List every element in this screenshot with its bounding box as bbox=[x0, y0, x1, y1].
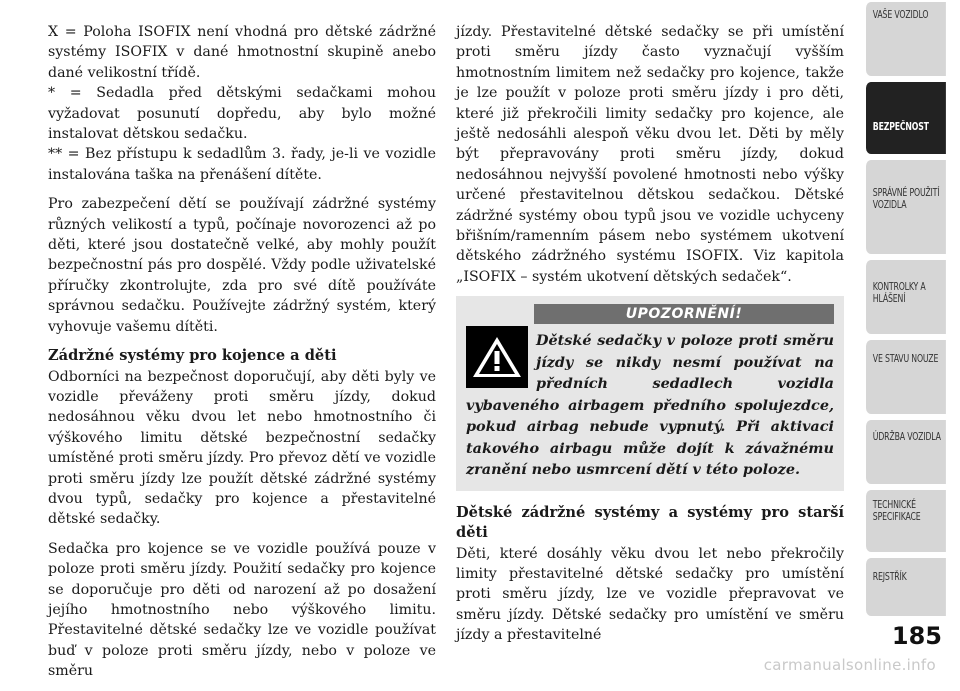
paragraph: Pro zabezpečení dětí se používají zádržné systémy různých velikostí a typů, počínaje novorozenci až po děti, které jsou dostatečně velké, aby mohly použít bezpečnostní pás pro dospělé. Vždy podle uživatelské příručky zkontrolujte, zda pro své dítě používáte správnou sedačku. Používejte zádržný systém, který vyhovuje vašemu dítěti. bbox=[48, 196, 436, 335]
tab-technicke-specifikace[interactable]: TECHNICKÉ SPECIFIKACE bbox=[866, 490, 946, 552]
paragraph: ** = Bez přístupu k sedadlům 3. řady, je-li ve vozidle instalována taška na přenášení dítěte. bbox=[48, 146, 436, 183]
paragraph: X = Poloha ISOFIX není vhodná pro dětské zádržné systémy ISOFIX v dané hmotnostní skupině anebo dané velikostní třídě. bbox=[48, 24, 436, 81]
tab-bezpecnost[interactable]: BEZPEČNOST bbox=[866, 82, 946, 154]
section-heading: Zádržné systémy pro kojence a děti bbox=[48, 347, 337, 365]
tab-udrzba-vozidla[interactable]: ÚDRŽBA VOZIDLA bbox=[866, 420, 946, 484]
tab-spravne-pouziti-vozidla[interactable]: SPRÁVNÉ POUŽITÍ VOZIDLA bbox=[866, 160, 946, 254]
paragraph: Odborníci na bezpečnost doporučují, aby děti byly ve vozidle převáženy proti směru jízdy, dokud nedosáhnou věku dvou let nebo hmotnostního či výškového limitu dětské bezpečnostní sedačky umístěné proti směru jízdy. Pro převoz dětí ve vozidle proti směru jízdy lze použít dětské zádržné systémy dvou typů, sedačky pro kojence a přestavitelné dětské sedačky. bbox=[48, 368, 436, 528]
chapter-sidebar bbox=[860, 0, 960, 678]
warning-text: Dětské sedačky v poloze proti směru jízdy se nikdy nesmí používat na předních sedadlech vozidla vybaveného airbagem předního spolujezdce, pokud airbag nebude vypnutý. Při aktivaci takového airbagu může dojít k závažnému zranění nebo usmrcení dětí v této poloze. bbox=[466, 332, 834, 479]
left-column bbox=[48, 22, 436, 691]
paragraph: jízdy. Přestavitelné dětské sedačky se při umístění proti směru jízdy často vyznačují vyšším hmotnostním limitem než sedačky pro kojence, takže je lze použít v poloze proti směru jízdy i pro děti, které již překročili limity sedačky pro kojence, ale ještě nedosáhli alespoň věku dvou let. Děti by měly být přepravovány proti směru jízdy, dokud nedosáhnou nejvyšší povolené hmotnosti nebo výšky určené přestavitelnou dětskou sedačkou. Dětské zádržné systémy obou typů jsou ve vozidle uchyceny břišním/ramenním pásem nebo systémem ukotvení dětského zádržného systému ISOFIX. Viz kapitola „ISOFIX – systém ukotvení dětských sedaček“. bbox=[456, 24, 844, 285]
right-column bbox=[456, 22, 844, 655]
section-heading: Dětské zádržné systémy a systémy pro starší děti bbox=[456, 503, 844, 542]
paragraph: Sedačka pro kojence se ve vozidle používá pouze v poloze proti směru jízdy. Použití sedačky pro kojence se doporučuje pro děti od narození až po dosažení jejího hmotnostního nebo výškového limitu. Přestavitelné dětské sedačky lze ve vozidle používat buď v poloze proti směru jízdy, nebo v poloze ve směru bbox=[48, 540, 436, 680]
warning-box bbox=[456, 296, 844, 491]
paragraph: * = Sedadla před dětskými sedačkami mohou vyžadovat posunutí dopředu, aby bylo možné instalovat dětskou sedačku. bbox=[48, 85, 436, 143]
page-number: 185 bbox=[891, 622, 942, 650]
warning-triangle-icon bbox=[466, 326, 528, 388]
warning-title: UPOZORNĚNÍ! bbox=[534, 304, 834, 324]
tab-ve-stavu-nouze[interactable]: VE STAVU NOUZE bbox=[866, 340, 946, 414]
tab-kontrolky-a-hlaseni[interactable]: KONTROLKY A HLÁŠENÍ bbox=[866, 260, 946, 334]
tab-vase-vozidlo[interactable]: VAŠE VOZIDLO bbox=[866, 2, 946, 76]
watermark: carmanualsonline.info bbox=[763, 656, 936, 674]
paragraph: Děti, které dosáhly věku dvou let nebo překročily limity přestavitelné dětské sedačky pro umístění proti směru jízdy, lze ve vozidle přepravovat ve směru jízdy. Dětské sedačky pro umístění ve směru jízdy a přestavitelné bbox=[456, 545, 844, 644]
tab-rejstrik[interactable]: REJSTŘÍK bbox=[866, 558, 946, 616]
